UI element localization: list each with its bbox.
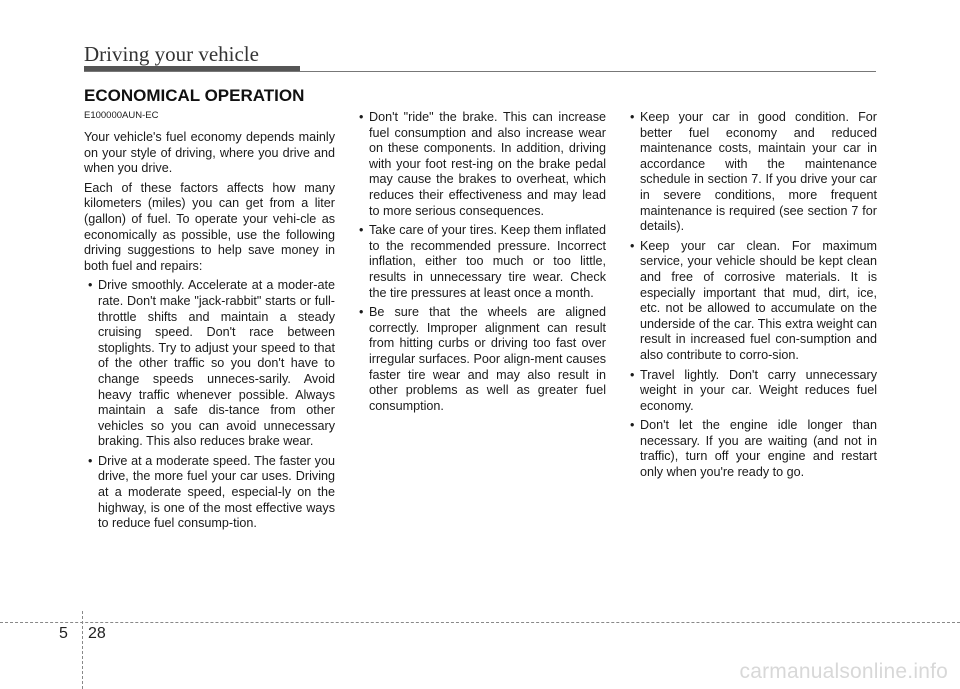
watermark: carmanualsonline.info	[739, 660, 948, 683]
section-title: ECONOMICAL OPERATION	[84, 86, 305, 105]
bullet-item: • Take care of your tires. Keep them inflated to the recommended pressure. Incorrect inflation, either too much or too little, results in unnecessary tire wear. Check the tire pressures at least once a month.	[355, 223, 606, 301]
paragraph: Your vehicle's fuel economy depends mainly on your style of driving, where you drive and when you drive.	[84, 130, 335, 176]
bullet-list	[626, 110, 877, 481]
bullet-item: • Drive at a moderate speed. The faster you drive, the more fuel your car uses. Driving at a moderate speed, especial-ly on the highway, is one of the most effective ways to reduce fuel consump-tion.	[84, 454, 335, 532]
page-number: 28	[88, 625, 106, 642]
chapter-number: 5	[59, 625, 68, 642]
paragraph: Each of these factors affects how many kilometers (miles) you can get from a liter (gallon) of fuel. To operate your vehi-cle as economically as possible, use the following driving suggestions to help save money in both fuel and repairs:	[84, 180, 335, 273]
bullet-item: • Keep your car in good condition. For better fuel economy and reduced maintenance costs, maintain your car in accordance with the maintenance schedule in section 7. If you drive your car in severe conditions, more frequent maintenance is required (see section 7 for details).	[626, 110, 877, 235]
page-header-title: Driving your vehicle	[84, 42, 259, 66]
section-code: E100000AUN-EC	[84, 110, 159, 121]
bullet-item: • Drive smoothly. Accelerate at a moder-ate rate. Don't make "jack-rabbit" starts or full-throttle shifts and maintain a steady cruising speed. Don't race between stoplights. Try to adjust your speed to that of the other traffic so you don't have to change speeds unneces-sarily. Avoid heavy traffic whenever possible. Always maintain a safe dis-tance from other vehicles so you can avoid unnecessary braking. This also reduces brake wear.	[84, 278, 335, 450]
footer-dashed-rule	[0, 622, 960, 623]
bullet-item: • Don't let the engine idle longer than necessary. If you are waiting (and not in traffic), turn off your engine and restart only when you're ready to go.	[626, 418, 877, 480]
bullet-item: • Keep your car clean. For maximum service, your vehicle should be kept clean and free of corrosive materials. It is especially important that mud, dirt, ice, etc. not be allowed to accumulate on the underside of the car. This extra weight can result in increased fuel con-sumption and also contribute to corro-sion.	[626, 239, 877, 364]
text-column-1	[84, 110, 335, 536]
bullet-list	[355, 110, 606, 414]
footer-dashed-divider	[82, 611, 83, 689]
bullet-item: • Be sure that the wheels are aligned correctly. Improper alignment can result from hitting curbs or driving too fast over irregular surfaces. Poor align-ment causes faster tire wear and may also result in other problems as well as greater fuel consumption.	[355, 305, 606, 414]
header-rule-thin	[84, 71, 876, 72]
bullet-item: • Travel lightly. Don't carry unnecessary weight in your car. Weight reduces fuel economy.	[626, 368, 877, 415]
text-column-3	[626, 110, 877, 485]
bullet-list	[84, 278, 335, 532]
bullet-item: • Don't "ride" the brake. This can increase fuel consumption and also increase wear on these components. In addition, driving with your foot rest-ing on the brake pedal may cause the brakes to overheat, which reduces their effectiveness and may lead to more serious consequences.	[355, 110, 606, 219]
text-column-2	[355, 110, 606, 418]
